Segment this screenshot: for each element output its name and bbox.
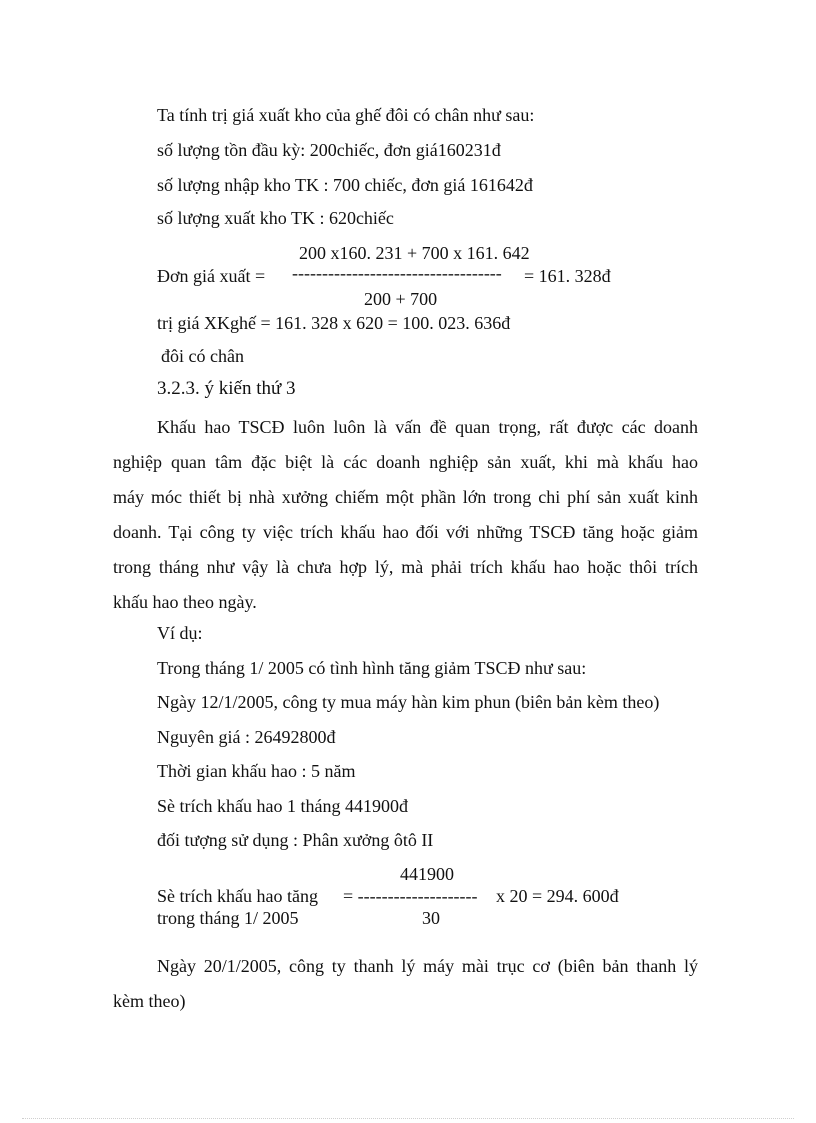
example-label: Ví dụ:	[157, 623, 203, 643]
formula2-label-line2: trong tháng 1/ 2005	[157, 908, 299, 928]
page-bottom-rule	[22, 1118, 794, 1119]
example-line-1: Trong tháng 1/ 2005 có tình hình tăng giảm TSCĐ như sau:	[157, 658, 587, 678]
paragraph-liquidation	[113, 955, 698, 1012]
formula1-denominator: 200 + 700	[364, 289, 438, 309]
formula1-fraction-bar: -----------------------------------	[292, 263, 502, 283]
example-line-4: Thời gian khấu hao : 5 năm	[157, 761, 356, 781]
formula2-denominator: 30	[422, 908, 440, 928]
stock-begin-line: số lượng tồn đầu kỳ: 200chiếc, đơn giá160231đ	[157, 140, 501, 160]
paragraph-depreciation	[113, 416, 698, 613]
paragraph-line: trong tháng như vậy là chưa hợp lý, mà phải trích khấu hao hoặc thôi trích	[113, 557, 698, 577]
example-line-6: đối tượng sử dụng : Phân xưởng ôtô II	[157, 830, 434, 850]
formula2-result: x 20 = 294. 600đ	[496, 886, 619, 906]
paragraph-line: khấu hao theo ngày.	[113, 592, 257, 612]
formula2-numerator: 441900	[400, 864, 454, 884]
paragraph-line: nghiệp quan tâm đặc biệt là các doanh nghiệp sản xuất, khi mà khấu hao	[113, 452, 698, 472]
value-line: trị giá XKghế = 161. 328 x 620 = 100. 023. 636đ	[157, 313, 511, 333]
formula1-numerator: 200 x160. 231 + 700 x 161. 642	[299, 243, 530, 263]
formula1-result: = 161. 328đ	[524, 266, 611, 286]
stock-in-line: số lượng nhập kho TK : 700 chiếc, đơn giá 161642đ	[157, 175, 533, 195]
formula2-fraction-bar: = --------------------	[343, 886, 478, 906]
paragraph-line: kèm theo)	[113, 991, 186, 1011]
section-heading: 3.2.3. ý kiến thứ 3	[157, 378, 296, 399]
paragraph-line: máy móc thiết bị nhà xưởng chiếm một phần lớn trong chi phí sản xuất kinh	[113, 487, 698, 507]
paragraph-line: Khấu hao TSCĐ luôn luôn là vấn đề quan trọng, rất được các doanh	[157, 417, 698, 437]
formula1-label: Đơn giá xuất =	[157, 266, 266, 286]
value-line-continuation: đôi có chân	[161, 346, 244, 366]
formula2-label-line1: Sè trích khấu hao tăng	[157, 886, 318, 906]
example-line-2: Ngày 12/1/2005, công ty mua máy hàn kim phun (biên bản kèm theo)	[157, 692, 660, 712]
intro-line: Ta tính trị giá xuất kho của ghế đôi có chân như sau:	[157, 105, 535, 125]
stock-out-line: số lượng xuất kho TK : 620chiếc	[157, 208, 394, 228]
paragraph-line: Ngày 20/1/2005, công ty thanh lý máy mài trục cơ (biên bản thanh lý	[157, 956, 698, 976]
paragraph-line: doanh. Tại công ty việc trích khấu hao đối với những TSCĐ tăng hoặc giảm	[113, 522, 698, 542]
example-line-5: Sè trích khấu hao 1 tháng 441900đ	[157, 796, 408, 816]
example-line-3: Nguyên giá : 26492800đ	[157, 727, 336, 747]
